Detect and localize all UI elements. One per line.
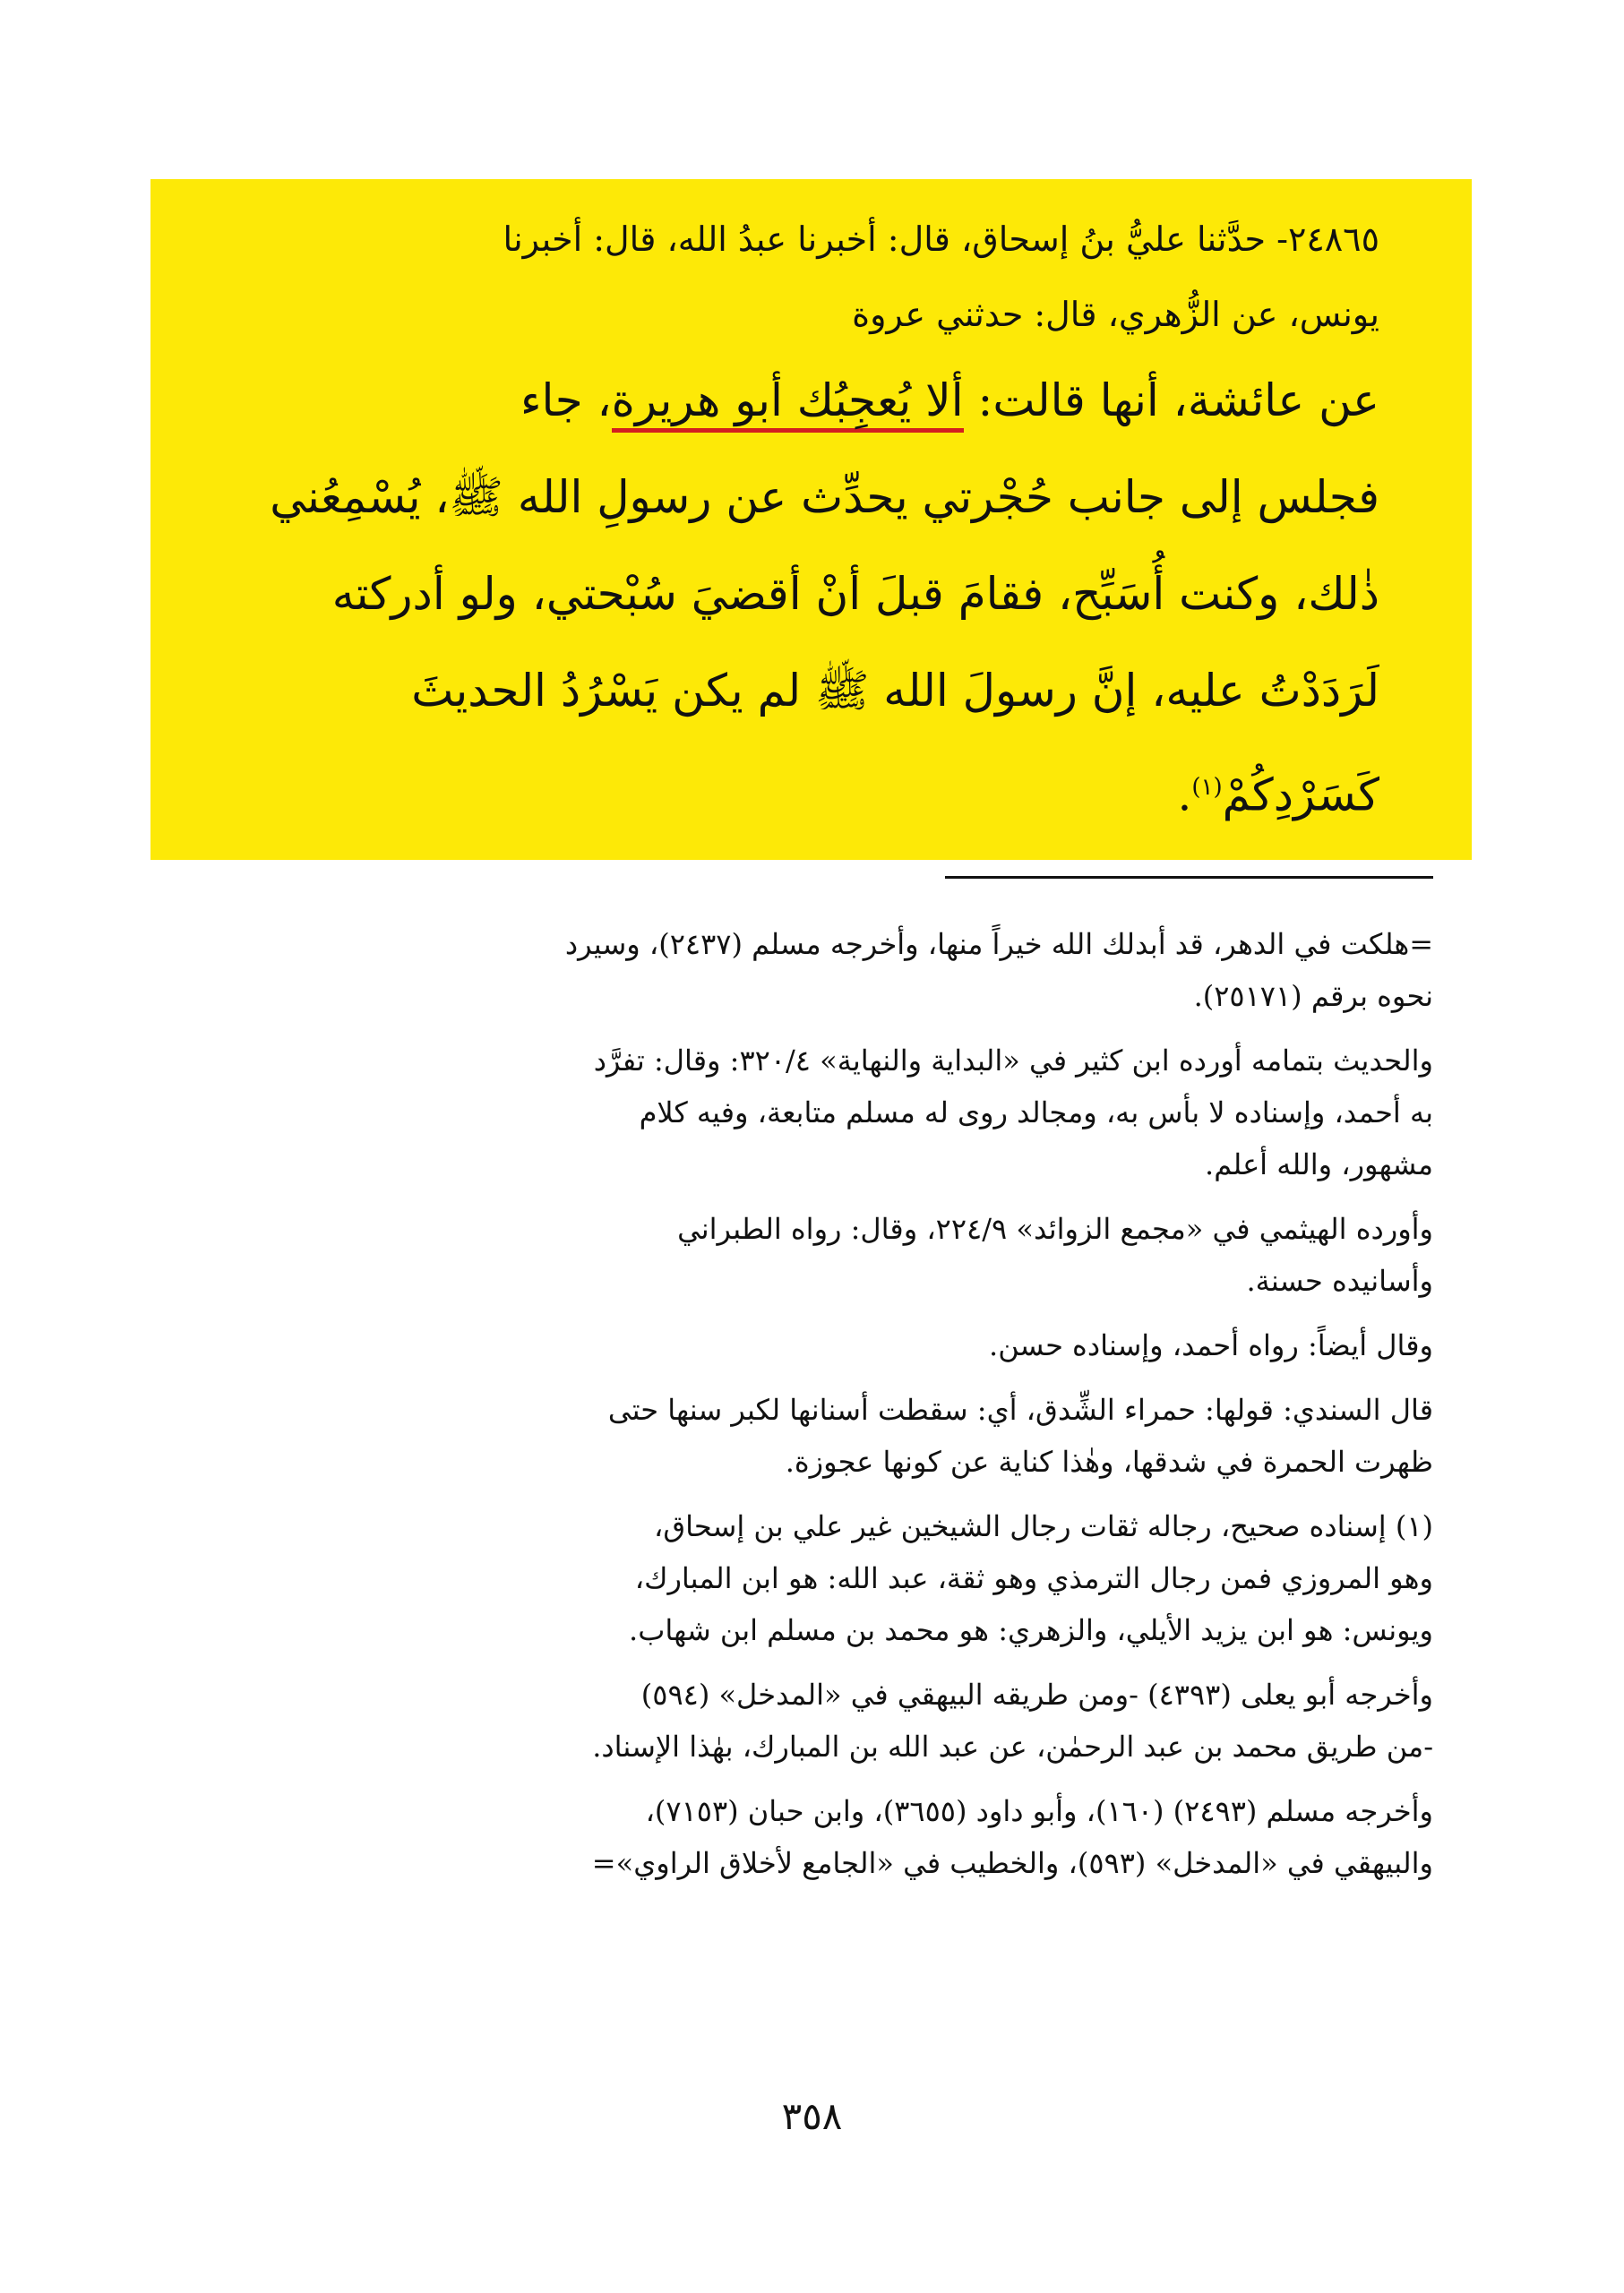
footnote-line: وأخرجه أبو يعلى (٤٣٩٣) -ومن طريقه البيهقي في «المدخل» (٥٩٤) — [640, 1678, 1433, 1712]
footnote-line: وهو المروزي فمن رجال الترمذي وهو ثقة، عبد الله: هو ابن المبارك، — [634, 1561, 1433, 1595]
footnote-line: وأخرجه مسلم (٢٤٩٣) (١٦٠)، وأبو داود (٣٦٥٥)، وابن حبان (٧١٥٣)، — [645, 1794, 1433, 1828]
footnote-line: وقال أيضاً: رواه أحمد، وإسناده حسن. — [989, 1328, 1433, 1362]
footnote-line: ويونس: هو ابن يزيد الأيلي، والزهري: هو محمد بن مسلم ابن شهاب. — [629, 1613, 1433, 1647]
footnote-line: مشهور، والله أعلم. — [1205, 1147, 1433, 1181]
hadith-line-3-start: عن عائشة، أنها قالت: — [963, 374, 1379, 426]
hadith-line-7 — [184, 739, 1379, 844]
underlined-phrase: ألا يُعجِبُك أبو هريرة — [612, 374, 964, 433]
footnote-line: والحديث بتمامه أورده ابن كثير في «البداية والنهاية» ٣٢٠/٤: وقال: تفرَّد — [593, 1043, 1433, 1078]
hadith-line-5: ذٰلك، وكنت أُسَبِّح، فقامَ قبلَ أنْ أقضيَ سُبْحتي، ولو أدركته — [331, 568, 1379, 620]
footnote-line: (١) إسناده صحيح، رجاله ثقات رجال الشيخين غير علي بن إسحاق، — [653, 1509, 1433, 1543]
footnote-ref: (١) — [1191, 774, 1223, 801]
footnote-line: والبيهقي في «المدخل» (٥٩٣)، والخطيب في «الجامع لأخلاق الراوي»= — [591, 1846, 1433, 1880]
footnote-line: قال السندي: قولها: حمراء الشِّدق، أي: سقطت أسنانها لكبر سنها حتى — [607, 1393, 1433, 1427]
hadith-text — [184, 202, 1379, 844]
footnote-line: نحوه برقم (٢٥١٧١). — [1193, 979, 1433, 1013]
hadith-line-6: لَرَدَدْتُ عليه، إنَّ رسولَ الله ﷺ لم يكن يَسْرُدُ الحديثَ — [411, 665, 1379, 717]
hadith-line-4: فجلس إلى جانب حُجْرتي يحدِّث عن رسولِ الله ﷺ، يُسْمِعُني — [270, 471, 1379, 523]
hadith-line-2: يونس، عن الزُّهري، قال: حدثني عروة — [852, 295, 1379, 334]
hadith-line-7-text: كَسَرْدِكُمْ — [1222, 769, 1379, 821]
footnote-line: =هلكت في الدهر، قد أبدلك الله خيراً منها، وأخرجه مسلم (٢٤٣٧)، وسيرد — [564, 927, 1433, 961]
footnote-line: وأورده الهيثمي في «مجمع الزوائد» ٢٢٤/٩، وقال: رواه الطبراني — [677, 1212, 1433, 1246]
footnote-line: -من طريق محمد بن عبد الرحمٰن، عن عبد الله بن المبارك، بهٰذا الإسناد. — [592, 1730, 1433, 1764]
footnote-line: وأسانيده حسنة. — [1246, 1264, 1433, 1298]
page-number: ٣٥٨ — [781, 2094, 843, 2138]
hadith-line-3-end: ، جاء — [520, 374, 612, 426]
footnotes — [184, 918, 1433, 1889]
hadith-line-1: ٢٤٨٦٥- حدَّثنا عليُّ بنُ إسحاق، قال: أخبرنا عبدُ الله، قال: أخبرنا — [503, 219, 1379, 259]
footnote-line: به أحمد، وإسناده لا بأس به، ومجالد روى له مسلم متابعة، وفيه كلام — [639, 1095, 1433, 1129]
hadith-line-7-end: . — [1177, 769, 1192, 821]
footnote-separator — [945, 876, 1433, 879]
footnote-line: ظهرت الحمرة في شدقها، وهٰذا كناية عن كونها عجوزة. — [785, 1445, 1433, 1479]
hadith-line-3 — [184, 352, 1379, 449]
